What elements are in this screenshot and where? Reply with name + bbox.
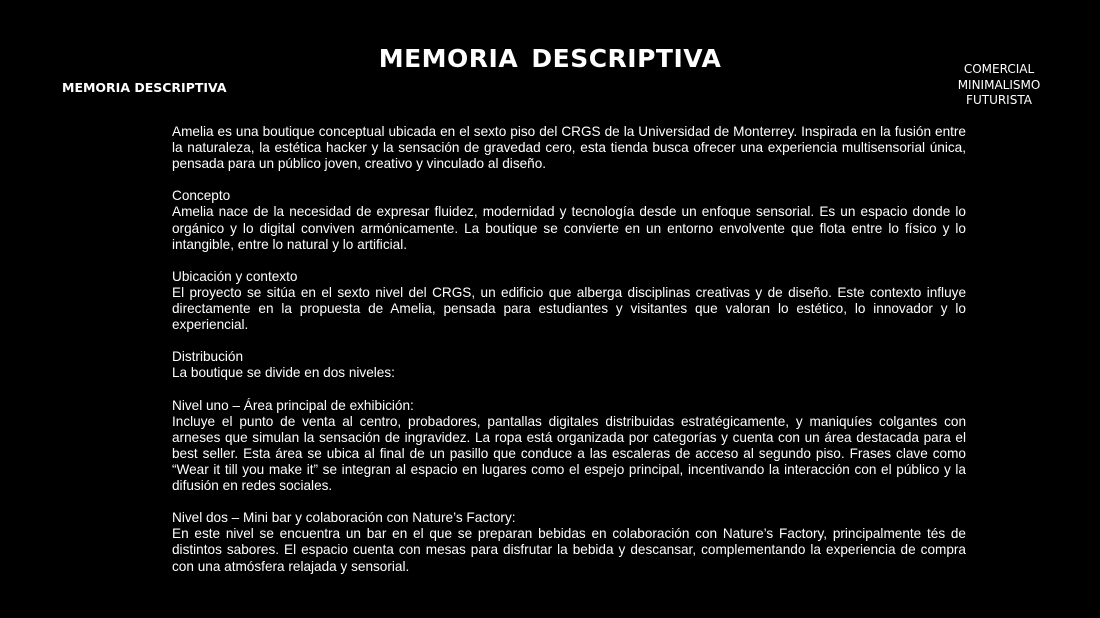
section-text: En este nivel se encuentra un bar en el que se preparan bebidas en colaboración con Nature’s Factory, principalmente tés de distintos sabores. El espacio cuenta con mesas para disfrutar la bebida y descansar, complementando la experiencia de compra con una atmósfera relajada y sensorial. (172, 526, 966, 574)
page-title: MEMORIA DESCRIPTIVA (378, 44, 722, 73)
section-heading: Nivel uno – Área principal de exhibición: (172, 397, 414, 413)
tag-minimalismo: MINIMALISMO (957, 77, 1041, 92)
section-heading: Ubicación y contexto (172, 268, 298, 284)
description-body (172, 124, 966, 591)
section-text: El proyecto se sitúa en el sexto nivel del CRGS, un edificio que alberga disciplinas creativas y de diseño. Este contexto influye directamente en la propuesta de Amelia, pensada para estudiantes y visitantes que valoran lo estético, lo innovador y lo experiencial. (172, 284, 966, 333)
section-text: Amelia nace de la necesidad de expresar fluidez, modernidad y tecnología desde un enfoque sensorial. Es un espacio donde lo orgánico y lo digital conviven armónicamente. La boutique se convierte en un entorno envolvente que flota entre lo físico y lo intangible, entre lo natural y lo artificial. (172, 204, 966, 252)
section-ubicacion (172, 269, 966, 333)
tag-comercial: COMERCIAL (963, 62, 1035, 76)
section-distribucion (172, 349, 966, 381)
section-heading: Nivel dos – Mini bar y colaboración con Nature’s Factory: (172, 510, 516, 526)
tag-futurista: FUTURISTA (966, 93, 1032, 107)
intro-paragraph: Amelia es una boutique conceptual ubicada en el sexto piso del CRGS de la Universidad de Monterrey. Inspirada en la fusión entre la naturaleza, la estética hacker y la sensación de gravedad cero, esta tienda busca ofrecer una experiencia multisensorial única, pensada para un público joven, creativo y vinculado al diseño. (172, 124, 966, 172)
section-concepto (172, 188, 966, 252)
section-text: La boutique se divide en dos niveles: (172, 365, 395, 381)
section-text: Incluye el punto de venta al centro, probadores, pantallas digitales distribuidas estratégicamente, y maniquíes colgantes con arneses que simulan la sensación de ingravidez. La ropa está organizada por categorías y cuenta con un área destacada para el best seller. Esta área se ubica al final de un pasillo que conduce a las escaleras de acceso al segundo piso. Frases clave como “Wear it till you make it” se integran al espacio en lugares como el espejo principal, incentivando la interacción con el público y la difusión en redes sociales. (172, 413, 966, 494)
section-heading: Distribución (172, 349, 244, 365)
section-nivel-uno (172, 398, 966, 495)
section-label: MEMORIA DESCRIPTIVA (62, 80, 227, 95)
section-heading: Concepto (172, 188, 231, 204)
style-tags (930, 62, 1068, 109)
section-nivel-dos (172, 510, 966, 574)
